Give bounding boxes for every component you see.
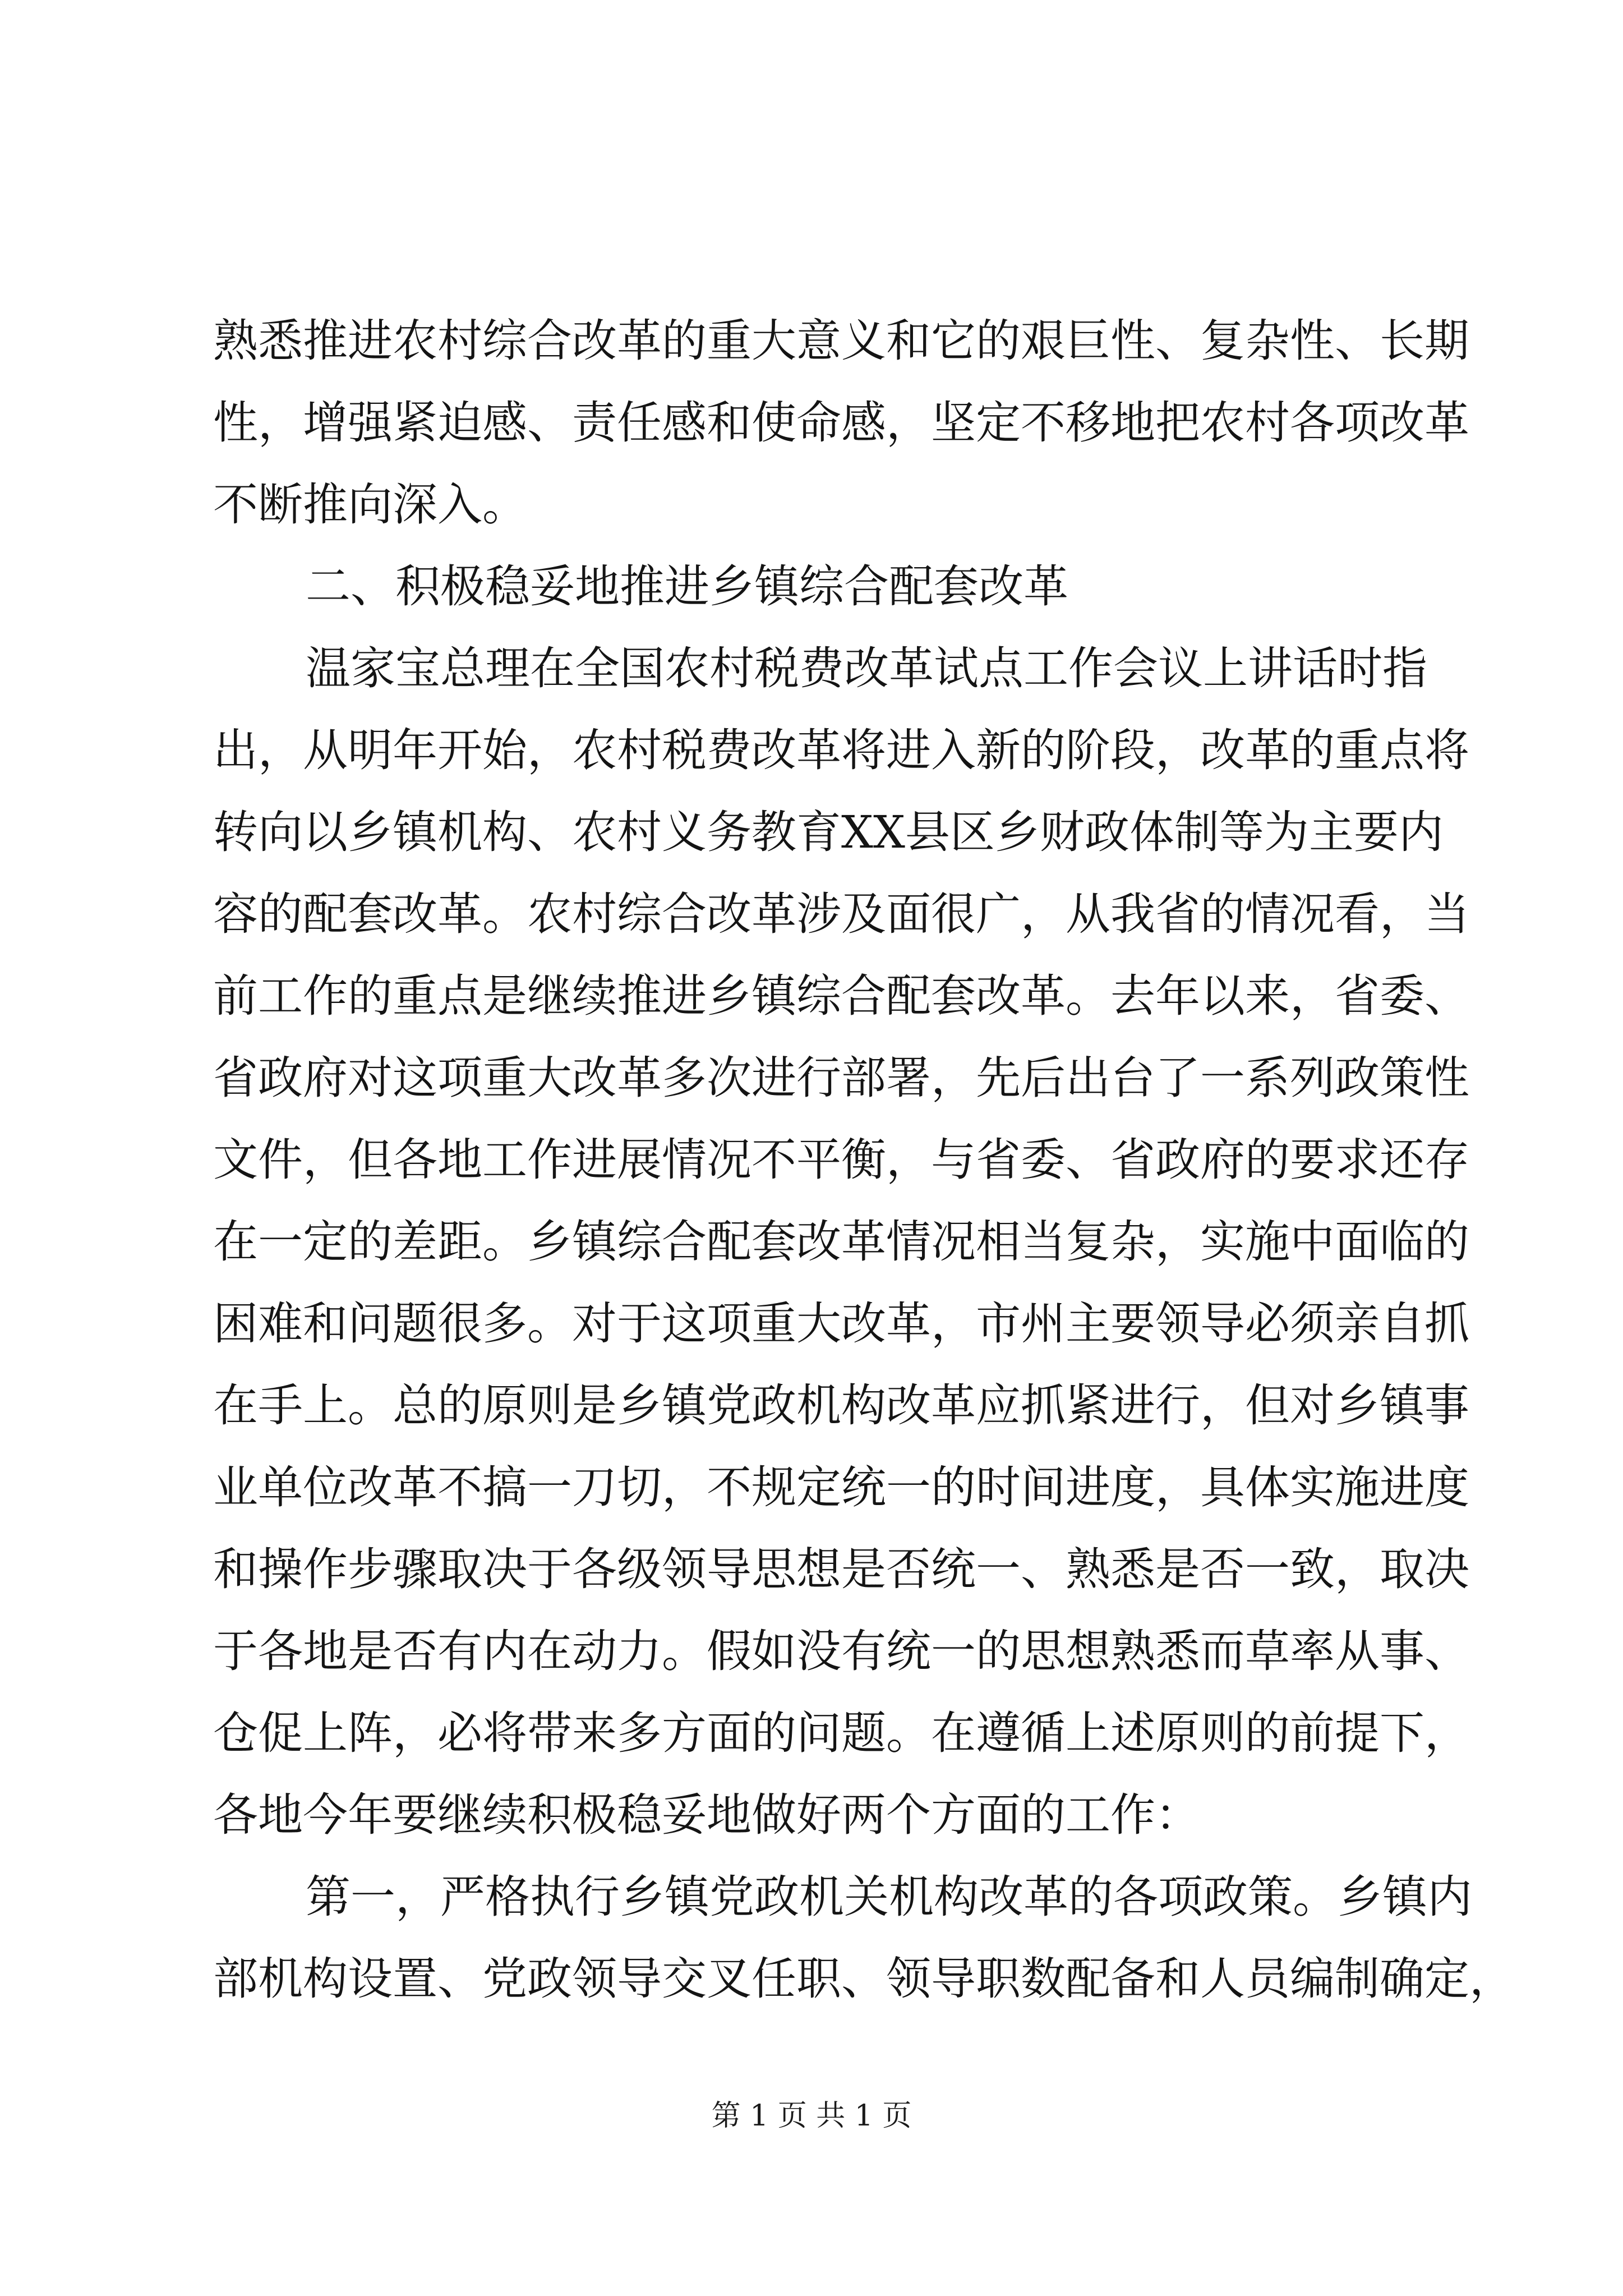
text-line: 困难和问题很多。对于这项重大改革，市州主要领导必须亲自抓 [213,1297,1469,1350]
text-line: 和操作步骤取决于各级领导思想是否统一、熟悉是否一致，取决 [213,1543,1469,1595]
text-line: 前工作的重点是继续推进乡镇综合配套改革。去年以来，省委、 [213,970,1469,1022]
document-body [213,300,1514,2020]
section-heading: 二、积极稳妥地推进乡镇综合配套改革 [306,560,1068,613]
text-line: 不断推向深入。 [213,478,527,531]
text-line: 熟悉推进农村综合改革的重大意义和它的艰巨性、复杂性、长期 [213,315,1469,367]
text-line: 省政府对这项重大改革多次进行部署，先后出台了一系列政策性 [213,1052,1469,1104]
text-line: 出，从明年开始，农村税费改革将进入新的阶段，改革的重点将 [213,724,1469,776]
text-line: 在手上。总的原则是乡镇党政机构改革应抓紧进行，但对乡镇事 [213,1379,1469,1432]
text-line: 于各地是否有内在动力。假如没有统一的思想熟悉而草率从事、 [213,1625,1469,1677]
text-line: 部机构设置、党政领导交叉任职、领导职数配备和人员编制确定， [213,1953,1514,2005]
text-line: 业单位改革不搞一刀切，不规定统一的时间进度，具体实施进度 [213,1461,1469,1513]
text-line: 各地今年要继续积极稳妥地做好两个方面的工作： [213,1789,1200,1841]
text-line: 容的配套改革。农村综合改革涉及面很广，从我省的情况看，当 [213,888,1469,940]
page-number-footer: 第 1 页 共 1 页 [711,2099,912,2133]
text-line: 仓促上阵，必将带来多方面的问题。在遵循上述原则的前提下， [213,1707,1469,1759]
text-line: 转向以乡镇机构、农村义务教育XX县区乡财政体制等为主要内 [213,806,1444,858]
text-line: 在一定的差距。乡镇综合配套改革情况相当复杂，实施中面临的 [213,1216,1469,1268]
text-line: 温家宝总理在全国农村税费改革试点工作会议上讲话时指 [306,642,1427,694]
text-line: 性，增强紧迫感、责任感和使命感，坚定不移地把农村各项改革 [213,397,1469,449]
text-line: 第一，严格执行乡镇党政机关机构改革的各项政策。乡镇内 [306,1871,1472,1923]
text-line: 文件，但各地工作进展情况不平衡，与省委、省政府的要求还存 [213,1134,1469,1186]
